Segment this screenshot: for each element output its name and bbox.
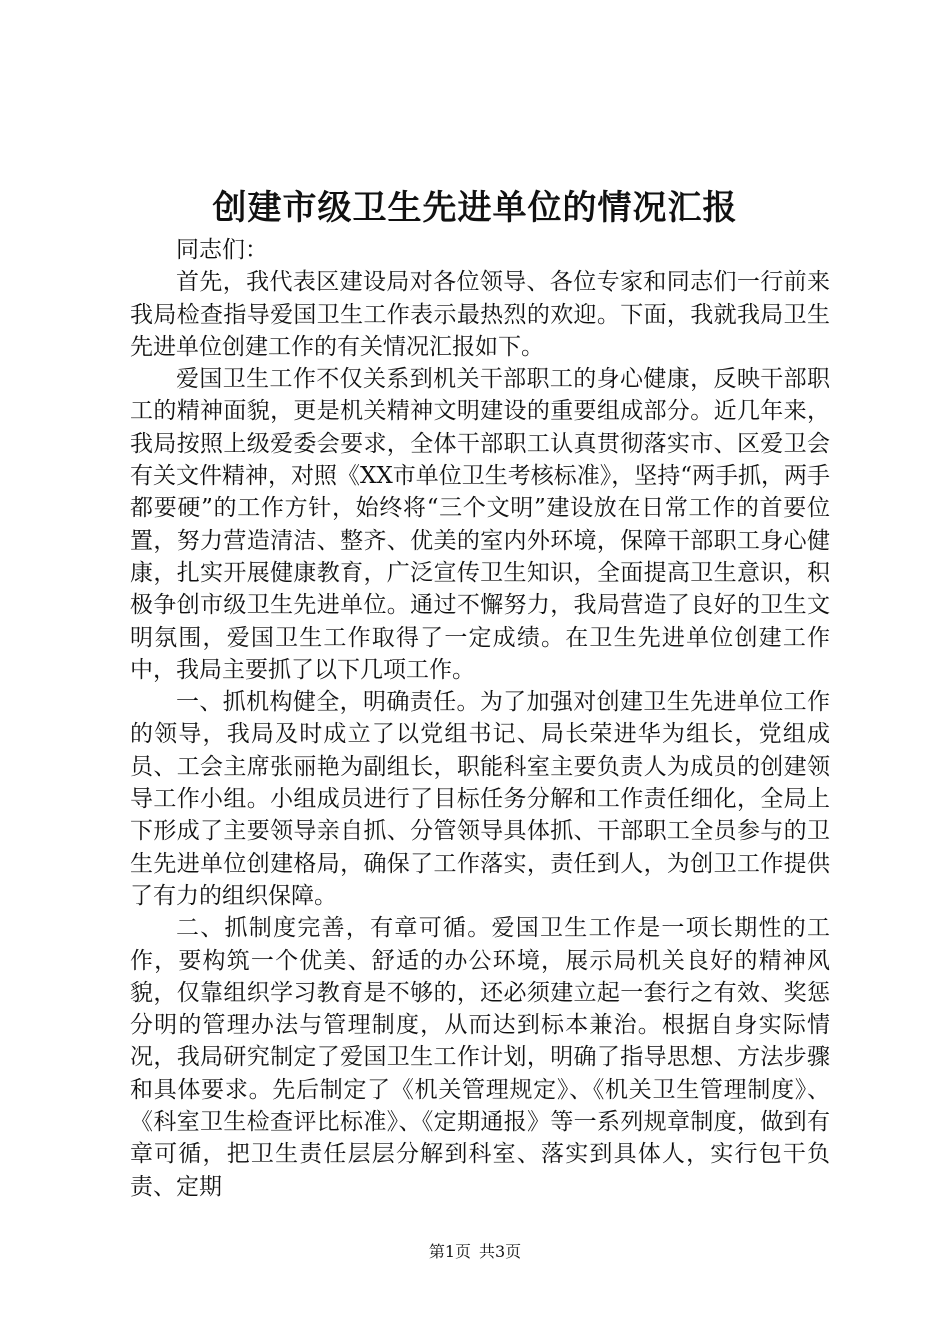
page-number: 第1页	[428, 1242, 471, 1261]
document-body	[130, 234, 830, 1203]
page-footer	[0, 1240, 950, 1264]
overview-paragraph: 爱国卫生工作不仅关系到机关干部职工的身心健康，反映干部职工的精神面貌，更是机关精神文明建设的重要组成部分。近几年来，我局按照上级爱委会要求，全体干部职工认真贯彻落实市、区爱卫会有关文件精神，对照《XX市单位卫生考核标准》，坚持“两手抓，两手都要硬”的工作方针，始终将“三个文明”建设放在日常工作的首要位置，努力营造清洁、整齐、优美的室内外环境，保障干部职工身心健康，扎实开展健康教育，广泛宣传卫生知识，全面提高卫生意识，积极争创市级卫生先进单位。通过不懈努力，我局营造了良好的卫生文明氛围，爱国卫生工作取得了一定成绩。在卫生先进单位创建工作中，我局主要抓了以下几项工作。	[130, 366, 831, 683]
document-title: 创建市级卫生先进单位的情况汇报	[212, 188, 738, 228]
salutation-paragraph: 同志们：	[176, 237, 268, 263]
section-one-paragraph: 一、抓机构健全，明确责任。为了加强对创建卫生先进单位工作的领导，我局及时成立了以党组书记、局长荣进华为组长，党组成员、工会主席张丽艳为副组长，职能科室主要负责人为成员的创建领导工作小组。小组成员进行了目标任务分解和工作责任细化，全局上下形成了主要领导亲自抓、分管领导具体抓、干部职工全员参与的卫生先进单位创建格局，确保了工作落实，责任到人，为创卫工作提供了有力的组织保障。	[130, 689, 830, 909]
section-two-paragraph: 二、抓制度完善，有章可循。爱国卫生工作是一项长期性的工作，要构筑一个优美、舒适的办公环境，展示局机关良好的精神风貌，仅靠组织学习教育是不够的，还必须建立起一套行之有效、奖惩分明的管理办法与管理制度，从而达到标本兼治。根据自身实际情况，我局研究制定了爱国卫生工作计划，明确了指导思想、方法步骤和具体要求。先后制定了《机关管理规定》、《机关卫生管理制度》、《科室卫生检查评比标准》、《定期通报》等一系列规章制度，做到有章可循，把卫生责任层层分解到科室、落实到具体人，实行包干负责、定期	[130, 915, 830, 1200]
page-total: 共3页	[479, 1242, 522, 1261]
welcome-paragraph: 首先，我代表区建设局对各位领导、各位专家和同志们一行前来我局检查指导爱国卫生工作表示最热烈的欢迎。下面，我就我局卫生先进单位创建工作的有关情况汇报如下。	[130, 269, 830, 360]
